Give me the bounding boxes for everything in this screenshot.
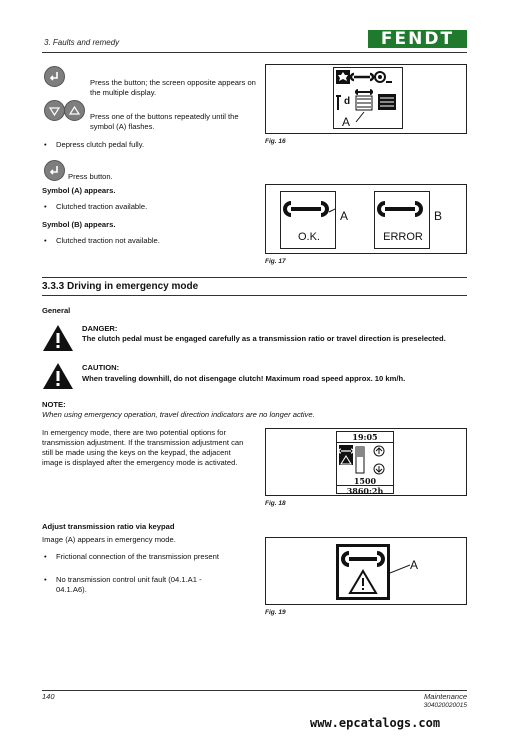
emergency-display	[336, 431, 394, 494]
ok-label: O.K.	[297, 231, 320, 243]
enter-button-icon	[44, 66, 65, 87]
fig16-label-a: A	[342, 115, 351, 129]
footer-code: 304020020015	[423, 702, 467, 709]
caution-warning-icon	[42, 362, 74, 390]
caution-text: When traveling downhill, do not disengage clutch! Maximum road speed approx. 10 km/h.	[82, 374, 406, 383]
svg-text:d: d	[344, 96, 351, 107]
error-label: ERROR	[383, 231, 423, 243]
keypad-subheading: Adjust transmission ratio via keypad	[42, 522, 175, 531]
section-divider-top	[42, 277, 467, 278]
figure-17	[265, 184, 467, 254]
fig19-caption: Fig. 19	[265, 609, 286, 616]
section-divider-bottom	[42, 295, 467, 296]
figure-19	[265, 537, 467, 605]
fendt-logo: FENDT	[368, 30, 467, 48]
fig17-caption: Fig. 17	[265, 258, 286, 265]
bullet-clutch-depress: • Depress clutch pedal fully.	[56, 140, 144, 150]
enter-button-icon-2	[44, 160, 65, 181]
keypad-paragraph: Image (A) appears in emergency mode.	[42, 535, 176, 544]
note-text: When using emergency operation, travel direction indicators are no longer active.	[42, 410, 315, 419]
general-heading: General	[42, 306, 71, 315]
danger-title: DANGER:	[82, 324, 118, 333]
down-button-icon	[44, 100, 65, 121]
danger-warning-icon	[42, 324, 74, 352]
bullet-clutched-not-available: • Clutched traction not available.	[56, 236, 160, 246]
footer-title: Maintenance	[424, 692, 467, 701]
website-url[interactable]: www.epcatalogs.com	[310, 716, 441, 730]
ok-box	[280, 191, 336, 249]
display-time: 19:05	[337, 432, 393, 443]
display-rpm: 1500	[353, 476, 377, 486]
error-box	[374, 191, 430, 249]
section-title: 3.3.3 Driving in emergency mode	[42, 281, 199, 292]
header-divider	[42, 52, 467, 53]
up-button-icon	[64, 100, 85, 121]
figure-16	[265, 64, 467, 134]
symbol-a-heading: Symbol (A) appears.	[42, 186, 116, 195]
bullet-clutched-available: • Clutched traction available.	[56, 202, 147, 212]
bullet-frictional-connection: • Frictional connection of the transmission present	[56, 552, 226, 562]
emergency-paragraph: In emergency mode, there are two potential options for transmission adjustment. If the transmission adjustment can still be made using the keys on the keypad, the adjacent image is displayed after the emergency mode is activated.	[42, 428, 244, 467]
note-title: NOTE:	[42, 400, 66, 409]
display-hours: 3860:2h	[337, 485, 393, 496]
page-number: 140	[42, 692, 55, 701]
fig17-label-a: A	[340, 209, 349, 223]
fig19-label-a: A	[410, 558, 419, 572]
emergency-symbol	[336, 544, 390, 600]
symbol-b-heading: Symbol (B) appears.	[42, 220, 116, 229]
figure-18	[265, 428, 467, 496]
bullet-no-fault: • No transmission control unit fault (04.1.A1 - 04.1.A6).	[56, 575, 216, 595]
fig17-label-b: B	[434, 209, 443, 223]
fig18-caption: Fig. 18	[265, 500, 286, 507]
instruction-2: Press one of the buttons repeatedly until the symbol (A) flashes.	[90, 112, 239, 131]
danger-text: The clutch pedal must be engaged carefully as a transmission ratio or travel direction is preselected.	[82, 334, 446, 343]
instruction-3: Press button.	[68, 172, 113, 181]
footer-divider	[42, 690, 467, 691]
fig16-caption: Fig. 16	[265, 138, 286, 145]
section-header: 3. Faults and remedy	[44, 38, 120, 47]
instruction-1: Press the button; the screen opposite appears on the multiple display.	[90, 78, 256, 97]
caution-title: CAUTION:	[82, 363, 120, 372]
display-screen	[333, 67, 403, 129]
